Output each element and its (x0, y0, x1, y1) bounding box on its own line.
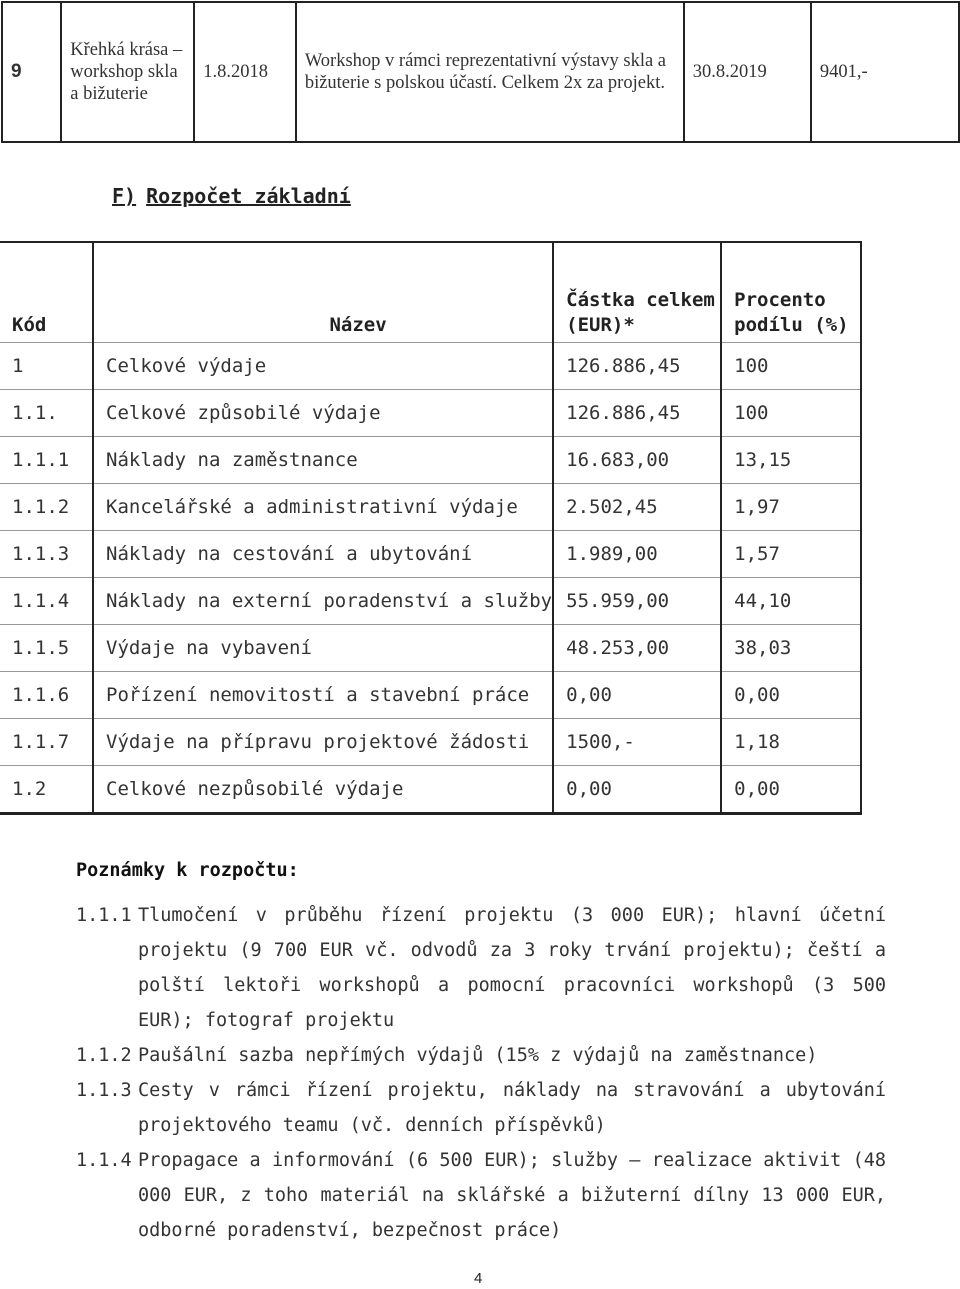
table-row (0, 343, 861, 390)
row-percent: 13,15 (721, 437, 861, 484)
row-code: 1 (0, 343, 93, 390)
row-name: Výdaje na vybavení (93, 625, 553, 672)
notes-heading: Poznámky k rozpočtu: (76, 860, 299, 881)
header-code: Kód (0, 242, 93, 343)
row-code: 1.1. (0, 390, 93, 437)
activity-name: Křehká krása – workshop skla a bižuterie (61, 2, 194, 142)
row-percent: 0,00 (721, 672, 861, 719)
row-code: 1.1.4 (0, 578, 93, 625)
row-name: Náklady na zaměstnance (93, 437, 553, 484)
row-percent: 100 (721, 390, 861, 437)
activity-date-to: 30.8.2019 (684, 2, 811, 142)
note-text: Cesty v rámci řízení projektu, náklady na stravování a ubytování projektového teamu (vč. denních příspěvků) (138, 1080, 886, 1136)
note-number: 1.1.1 (76, 905, 132, 926)
row-percent: 0,00 (721, 766, 861, 814)
row-code: 1.1.1 (0, 437, 93, 484)
row-amount: 48.253,00 (553, 625, 721, 672)
page-number: 4 (474, 1270, 483, 1287)
row-percent: 38,03 (721, 625, 861, 672)
note-number: 1.1.2 (76, 1045, 132, 1066)
note-item (76, 898, 886, 1038)
row-code: 1.1.6 (0, 672, 93, 719)
row-name: Celkové nezpůsobilé výdaje (93, 766, 553, 814)
activities-table (1, 1, 960, 143)
activity-number: 9 (2, 2, 61, 142)
row-name: Kancelářské a administrativní výdaje (93, 484, 553, 531)
row-name: Pořízení nemovitostí a stavební práce (93, 672, 553, 719)
note-text: Paušální sazba nepřímých výdajů (15% z výdajů na zaměstnance) (138, 1045, 818, 1066)
row-amount: 0,00 (553, 672, 721, 719)
table-row (0, 484, 861, 531)
note-item (76, 1073, 886, 1143)
header-percent: Procento podílu (%) (721, 242, 861, 343)
activity-date-from: 1.8.2018 (194, 2, 296, 142)
section-heading (112, 184, 361, 208)
row-amount: 1.989,00 (553, 531, 721, 578)
section-letter: F) (112, 184, 137, 208)
row-code: 1.1.5 (0, 625, 93, 672)
note-number: 1.1.3 (76, 1080, 132, 1101)
table-row (0, 578, 861, 625)
row-percent: 1,57 (721, 531, 861, 578)
row-name: Náklady na cestování a ubytování (93, 531, 553, 578)
row-amount: 126.886,45 (553, 390, 721, 437)
header-amount: Částka celkem (EUR)* (553, 242, 721, 343)
section-title: Rozpočet základní (146, 184, 351, 208)
row-name: Celkové způsobilé výdaje (93, 390, 553, 437)
row-percent: 100 (721, 343, 861, 390)
table-row (0, 672, 861, 719)
activity-amount: 9401,- (811, 2, 959, 142)
notes-list (76, 898, 886, 1248)
note-item (76, 1143, 886, 1248)
row-amount: 55.959,00 (553, 578, 721, 625)
row-code: 1.1.3 (0, 531, 93, 578)
row-code: 1.1.2 (0, 484, 93, 531)
row-amount: 16.683,00 (553, 437, 721, 484)
note-text: Tlumočení v průběhu řízení projektu (3 000 EUR); hlavní účetní projektu (9 700 EUR vč. odvodů za 3 roky trvání projektu); čeští a polští lektoři workshopů a pomocní pracovníci workshopů (3 500 EUR); fotograf projektu (138, 905, 886, 1031)
note-number: 1.1.4 (76, 1150, 132, 1171)
row-name: Výdaje na přípravu projektové žádosti (93, 719, 553, 766)
table-row (2, 2, 959, 142)
table-header-row (0, 242, 861, 343)
row-amount: 126.886,45 (553, 343, 721, 390)
row-code: 1.1.7 (0, 719, 93, 766)
note-text: Propagace a informování (6 500 EUR); služby – realizace aktivit (48 000 EUR, z toho materiál na sklářské a bižuterní dílny 13 000 EUR, odborné poradenství, bezpečnost práce) (138, 1150, 886, 1241)
table-row (0, 625, 861, 672)
activity-description: Workshop v rámci reprezentativní výstavy skla a bižuterie s polskou účastí. Celkem 2x za projekt. (296, 2, 684, 142)
row-amount: 1500,- (553, 719, 721, 766)
row-name: Náklady na externí poradenství a služby (93, 578, 553, 625)
table-row (0, 531, 861, 578)
row-code: 1.2 (0, 766, 93, 814)
note-item (76, 1038, 886, 1073)
header-name: Název (93, 242, 553, 343)
table-row (0, 437, 861, 484)
table-row (0, 390, 861, 437)
row-amount: 2.502,45 (553, 484, 721, 531)
row-percent: 1,97 (721, 484, 861, 531)
budget-table (0, 241, 862, 815)
table-row (0, 766, 861, 814)
table-row (0, 719, 861, 766)
row-percent: 44,10 (721, 578, 861, 625)
row-name: Celkové výdaje (93, 343, 553, 390)
row-percent: 1,18 (721, 719, 861, 766)
row-amount: 0,00 (553, 766, 721, 814)
